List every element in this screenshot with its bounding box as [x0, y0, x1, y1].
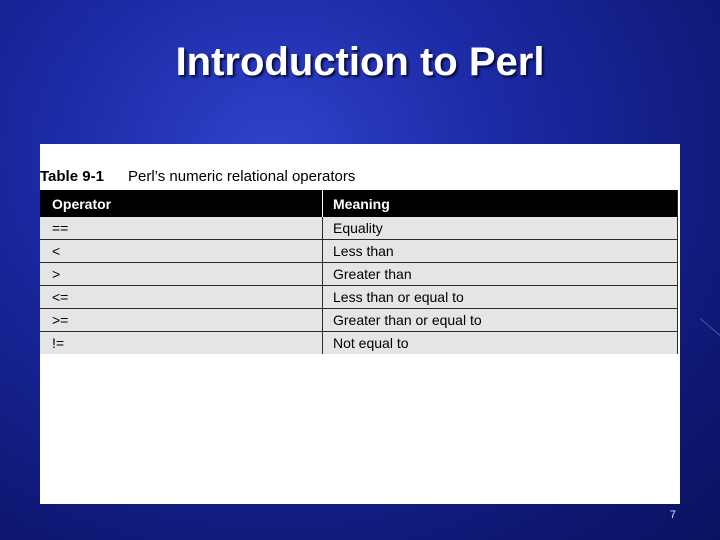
operator-cell: ==	[40, 217, 323, 240]
meaning-cell: Greater than	[323, 263, 678, 286]
operator-cell: >	[40, 263, 323, 286]
operators-table	[40, 190, 678, 354]
column-header-meaning: Meaning	[323, 190, 678, 217]
slide-page-number: 7	[669, 509, 676, 521]
operator-cell: >=	[40, 309, 323, 332]
operator-cell: <	[40, 240, 323, 263]
table-row	[40, 217, 678, 240]
decorative-streak	[700, 318, 720, 337]
table-row	[40, 240, 678, 263]
content-panel	[40, 144, 680, 504]
table-row	[40, 263, 678, 286]
meaning-cell: Greater than or equal to	[323, 309, 678, 332]
table-header-row	[40, 190, 678, 217]
table-caption-number: Table 9-1	[40, 167, 104, 185]
column-header-operator: Operator	[40, 190, 323, 217]
operator-cell: <=	[40, 286, 323, 309]
meaning-cell: Not equal to	[323, 332, 678, 355]
slide-title: Introduction to Perl	[175, 40, 545, 84]
table-caption	[40, 164, 355, 188]
meaning-cell: Less than or equal to	[323, 286, 678, 309]
table-row	[40, 286, 678, 309]
meaning-cell: Equality	[323, 217, 678, 240]
table-row	[40, 309, 678, 332]
operator-cell: !=	[40, 332, 323, 355]
table-caption-text: Perl’s numeric relational operators	[128, 167, 356, 185]
table-row	[40, 332, 678, 355]
meaning-cell: Less than	[323, 240, 678, 263]
